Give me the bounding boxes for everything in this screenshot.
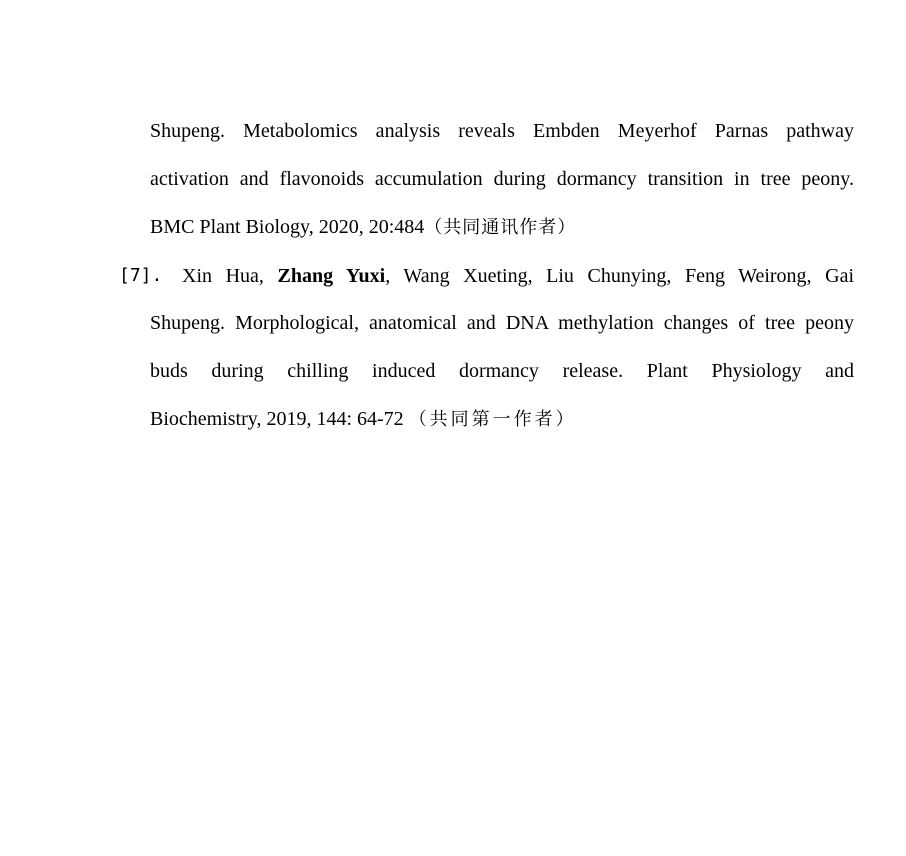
- ref6-note: （共同通讯作者）: [424, 217, 577, 238]
- ref7-author-bold: Zhang Yuxi: [277, 265, 386, 287]
- ref7-authors-before: Xin Hua,: [182, 265, 264, 287]
- ref7-line-3: buds during chilling induced dormancy release. Plant Physiology and: [150, 360, 854, 382]
- ref6-citation: BMC Plant Biology, 2020, 20:484: [150, 216, 425, 238]
- ref7-authors-after: , Wang Xueting, Liu Chunying, Feng Weirong, Gai: [385, 265, 854, 287]
- ref6-line-2: activation and flavonoids accumulation during dormancy transition in tree peony.: [150, 168, 854, 190]
- ref7-line-2: Shupeng. Morphological, anatomical and DNA methylation changes of tree peony: [150, 312, 854, 334]
- ref7-note: （共同第一作者）: [408, 409, 577, 430]
- ref6-line-3: [150, 215, 576, 240]
- ref7-line-4: [150, 407, 577, 432]
- ref6-line-1: Shupeng. Metabolomics analysis reveals Embden Meyerhof Parnas pathway: [150, 120, 854, 142]
- ref7-number: [7].: [119, 265, 163, 286]
- ref7-line-1: [182, 264, 854, 288]
- ref7-citation: Biochemistry, 2019, 144: 64-72: [150, 408, 404, 430]
